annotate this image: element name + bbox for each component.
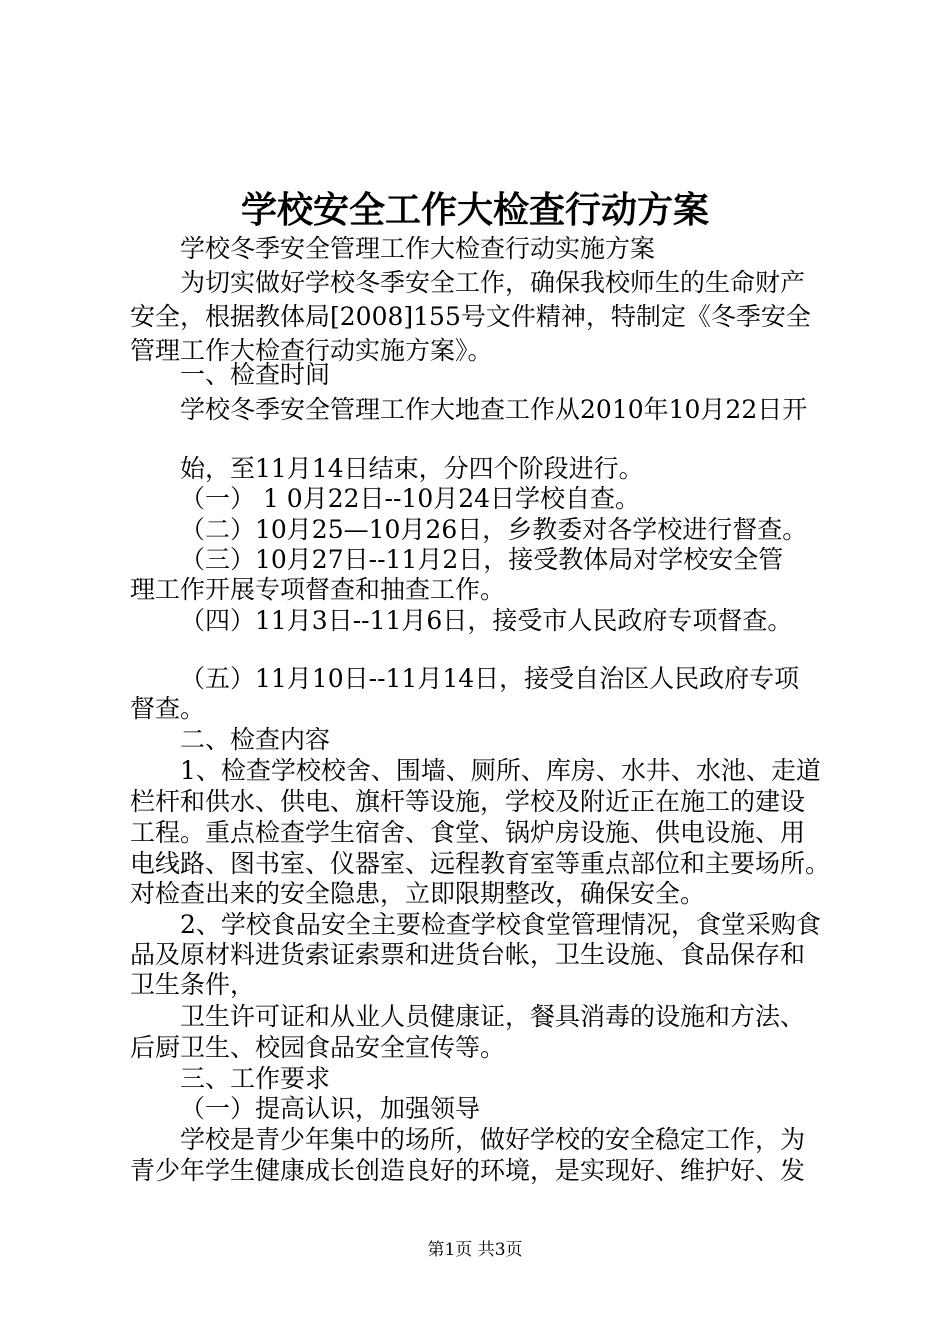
paragraph-line: 工程。重点检查学生宿舍、食堂、锅炉房设施、供电设施、用: [130, 818, 806, 847]
paragraph-line: （五）11月10日--11月14日，接受自治区人民政府专项: [180, 664, 800, 693]
paragraph-line: 为切实做好学校冬季安全工作，确保我校师生的生命财产: [180, 268, 806, 297]
paragraph-line: 2、学校食品安全主要检查学校食堂管理情况，食堂采购食: [180, 910, 821, 939]
paragraph-line: 卫生条件，: [130, 970, 256, 999]
paragraph-line: 栏杆和供水、供电、旗杆等设施，学校及附近正在施工的建设: [130, 787, 806, 816]
paragraph-line: （二）10月25—10月26日，乡教委对各学校进行督查。: [180, 515, 808, 544]
paragraph-line: 安全，根据教体局[2008]155号文件精神，特制定《冬季安全: [130, 302, 811, 331]
paragraph-line: 学校是青少年集中的场所，做好学校的安全稳定工作，为: [180, 1125, 806, 1154]
paragraph-line: 品及原材料进货索证索票和进货台帐，卫生设施、食品保存和: [130, 940, 806, 969]
paragraph-line: 对检查出来的安全隐患，立即限期整改，确保安全。: [130, 879, 706, 908]
paragraph-line: 管理工作大检查行动实施方案》。: [130, 336, 493, 365]
paragraph-line: 后厨卫生、校园食品安全宣传等。: [130, 1033, 506, 1062]
paragraph-line: 学校冬季安全管理工作大检查行动实施方案: [180, 234, 656, 263]
paragraph-line: 始，至11月14日结束，分四个阶段进行。: [180, 454, 644, 483]
paragraph-line: （一） 1 0月22日--10月24日学校自查。: [180, 484, 641, 513]
paragraph-line: 卫生许可证和从业人员健康证，餐具消毒的设施和方法、: [180, 1002, 806, 1031]
paragraph-line: 督查。: [130, 694, 206, 723]
paragraph-line: 理工作开展专项督查和抽查工作。: [130, 575, 506, 604]
paragraph-line: 青少年学生健康成长创造良好的环境，是实现好、维护好、发: [130, 1156, 806, 1185]
document-title: 学校安全工作大检查行动方案: [240, 189, 709, 231]
paragraph-line: （三）10月27日--11月2日，接受教体局对学校安全管: [180, 545, 784, 574]
page-number-footer: 第1页 共3页: [427, 1240, 523, 1260]
section-heading: 三、工作要求: [180, 1064, 331, 1093]
paragraph-line: 学校冬季安全管理工作大地查工作从2010年10月22日开: [180, 395, 808, 424]
subsection-heading: （一）提高认识，加强领导: [180, 1094, 481, 1123]
paragraph-line: （四）11月3日--11月6日，接受市人民政府专项督查。: [180, 606, 793, 635]
paragraph-line: 1、检查学校校舍、围墙、厕所、库房、水井、水池、走道: [180, 756, 821, 785]
paragraph-line: 电线路、图书室、仪器室、远程教育室等重点部位和主要场所。: [130, 849, 831, 878]
section-heading: 一、检查时间: [180, 360, 331, 389]
section-heading: 二、检查内容: [180, 725, 331, 754]
